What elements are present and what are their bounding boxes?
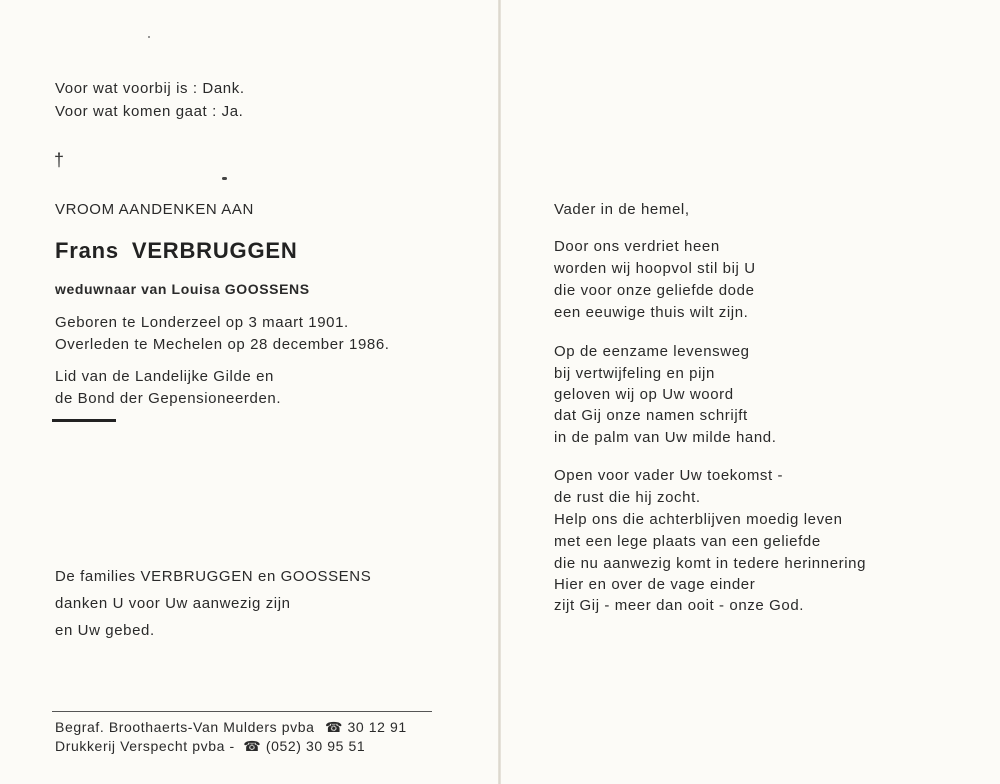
prayer-stanza1-line-1: Door ons verdriet heen [554,238,720,255]
prayer-stanza2-line-4: dat Gij onze namen schrijft [554,407,748,424]
prayer-stanza1-line-3: die voor onze geliefde dode [554,282,755,299]
prayer-stanza3-line-2: de rust die hij zocht. [554,489,701,506]
prayer-stanza1-line-2: worden wij hoopvol stil bij U [554,260,756,277]
prayer-stanza2-line-3: geloven wij op Uw woord [554,386,734,403]
footer-line-2 [55,737,365,755]
thanks-line-3: en Uw gebed. [55,622,155,639]
prayer-stanza3-line-3: Help ons die achterblijven moedig leven [554,511,843,528]
footer-rule [52,711,432,712]
printer-phone: (052) 30 95 51 [265,738,366,754]
deceased-name [55,238,298,264]
prayer-stanza3-line-5: die nu aanwezig komt in tedere herinnering [554,555,867,572]
prayer-stanza2-line-2: bij vertwijfeling en pijn [554,365,715,382]
birth-line: Geboren te Londerzeel op 3 maart 1901. [55,314,349,331]
prayer-stanza3-line-6: Hier en over de vage einder [554,576,756,593]
prayer-stanza1-line-4: een eeuwige thuis wilt zijn. [554,304,749,321]
footer-line-1 [55,718,407,736]
undertaker-phone: 30 12 91 [347,719,407,735]
printer-name: Drukkerij Verspecht pvba - [55,738,235,754]
membership-line-1: Lid van de Landelijke Gilde en [55,368,274,385]
first-name: Frans [55,238,119,263]
left-panel [0,0,498,784]
divider-rule [52,419,116,422]
phone-icon: ☎ [324,719,344,735]
heading: VROOM AANDENKEN AAN [55,201,254,218]
right-panel [501,0,1000,784]
thanks-line-2: danken U voor Uw aanwezig zijn [55,595,291,612]
membership-line-2: de Bond der Gepensioneerden. [55,390,282,407]
motto-line-2: Voor wat komen gaat : Ja. [55,103,244,120]
prayer-stanza3-line-7: zijt Gij - meer dan ooit - onze God. [554,597,805,614]
phone-icon: ☎ [243,738,262,754]
last-name: VERBRUGGEN [131,238,298,263]
undertaker-name: Begraf. Broothaerts-Van Mulders pvba [55,719,315,735]
prayer-title: Vader in de hemel, [554,201,690,218]
prayer-stanza2-line-5: in de palm van Uw milde hand. [554,429,777,446]
cross-icon: † [54,150,65,170]
prayer-stanza3-line-1: Open voor vader Uw toekomst - [554,467,784,484]
spouse-line: weduwnaar van Louisa GOOSSENS [55,281,310,297]
motto-line-1: Voor wat voorbij is : Dank. [55,80,245,97]
ink-speck [222,177,227,180]
prayer-stanza3-line-4: met een lege plaats van een geliefde [554,533,821,550]
thanks-line-1: De families VERBRUGGEN en GOOSSENS [55,568,372,585]
death-line: Overleden te Mechelen op 28 december 1986. [55,336,390,353]
prayer-stanza2-line-1: Op de eenzame levensweg [554,343,750,360]
